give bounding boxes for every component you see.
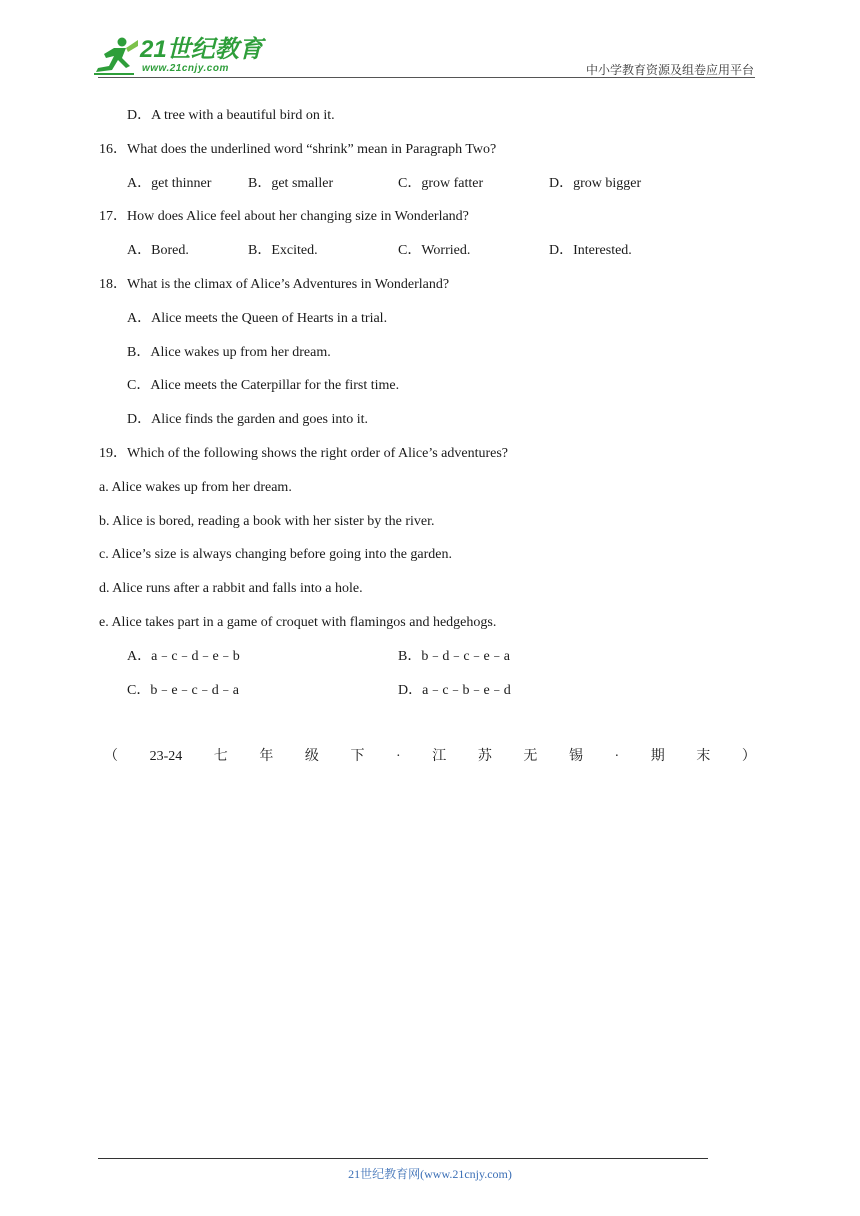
page-header: [0, 0, 860, 90]
source-token: 23-24: [149, 749, 183, 764]
footer-divider: [98, 1158, 708, 1159]
header-divider: [98, 77, 755, 78]
q15-option-d: D．A tree with a beautiful bird on it.: [127, 108, 335, 123]
footer-link[interactable]: 21世纪教育网(www.21cnjy.com): [348, 1167, 512, 1181]
question-18: 18．What is the climax of Alice’s Adventures in Wonderland?: [99, 277, 450, 292]
question-16: 16．What does the underlined word “shrink” mean in Paragraph Two?: [99, 142, 497, 157]
q19-event-a: a. Alice wakes up from her dream.: [99, 480, 292, 495]
header-slogan: 中小学教育资源及组卷应用平台: [585, 63, 754, 77]
source-token: 年: [259, 749, 274, 764]
source-token: ·: [396, 749, 401, 764]
source-token: 苏: [477, 749, 492, 764]
q19-event-c: c. Alice’s size is always changing before going into the garden.: [99, 547, 453, 562]
q19-event-d: d. Alice runs after a rabbit and falls into a hole.: [99, 581, 363, 596]
q19-option-a: A．a﹣c﹣d﹣e﹣b: [127, 649, 240, 664]
q18-option-d: D．Alice finds the garden and goes into it.: [127, 412, 369, 427]
q16-option-c: C．grow fatter: [398, 176, 484, 191]
source-token: 锡: [568, 749, 583, 764]
q17-option-a: A．Bored.: [127, 243, 189, 258]
source-token: （: [104, 749, 118, 764]
q16-option-b: B．get smaller: [248, 176, 334, 191]
logo-url: www.21cnjy.com: [142, 63, 229, 74]
source-token: 期: [650, 749, 665, 764]
source-token: ）: [741, 749, 756, 764]
source-token: 末: [696, 749, 711, 764]
q16-option-a: A．get thinner: [127, 176, 212, 191]
source-token: 下: [350, 749, 365, 764]
source-token: 级: [304, 749, 319, 764]
q18-option-b: B．Alice wakes up from her dream.: [127, 345, 331, 360]
runner-icon: [92, 36, 140, 78]
source-token: 无: [523, 749, 538, 764]
source-token: 七: [213, 749, 228, 764]
q18-option-c: C．Alice meets the Caterpillar for the first time.: [127, 378, 400, 393]
question-17: 17．How does Alice feel about her changing size in Wonderland?: [99, 209, 469, 224]
source-token: ·: [614, 749, 620, 764]
q19-option-c: C．b﹣e﹣c﹣d﹣a: [127, 683, 239, 698]
source-token: 江: [432, 749, 447, 764]
q19-option-d: D．a﹣c﹣b﹣e﹣d: [398, 683, 511, 698]
question-19: 19．Which of the following shows the right order of Alice’s adventures?: [99, 446, 509, 461]
q17-option-c: C．Worried.: [398, 243, 471, 258]
q19-event-b: b. Alice is bored, reading a book with her sister by the river.: [99, 514, 435, 529]
q16-option-d: D．grow bigger: [549, 176, 642, 191]
q19-event-e: e. Alice takes part in a game of croquet with flamingos and hedgehogs.: [99, 615, 497, 630]
site-logo[interactable]: [92, 36, 272, 78]
logo-wordmark: 21世纪教育: [140, 36, 263, 63]
source-line: [104, 748, 756, 766]
q19-option-b: B．b﹣d﹣c﹣e﹣a: [398, 649, 510, 664]
q18-option-a: A．Alice meets the Queen of Hearts in a trial.: [127, 311, 388, 326]
q17-option-d: D．Interested.: [549, 243, 632, 258]
q17-option-b: B．Excited.: [248, 243, 318, 258]
